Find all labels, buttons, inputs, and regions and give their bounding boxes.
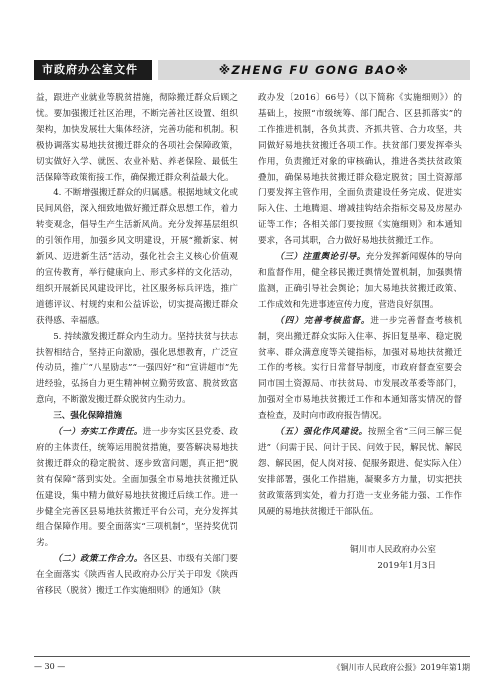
paragraph-subhead: （一）夯实工作责任。 — [53, 427, 143, 438]
paragraph-body: 各区县、市级有关部门要在全面落实《陕西省人民政府办公厅关于印发《陕西省移民（脱贫）搬迁工作实施细则》的通知》（陕 — [36, 554, 238, 597]
signature-date: 2019年1月3日 — [377, 561, 436, 572]
page-number: — 30 — — [34, 662, 66, 671]
paragraph-body: 按照全省“三问三解三促进”（问需于民、问计于民、问效于民，解民忧、解民怨、解民困，促人岗对接、促服务跟进、促实际入住）安排部署，强化工作措施，凝聚多方力量，切实把扶贫政策落到实处，着力打造一支业务能力强、工作作风硬的易地扶贫搬迁干部队伍。 — [258, 427, 462, 517]
journal-issue: 《铜川市人民政府公报》2019年第1期 — [332, 663, 470, 672]
paragraph-subhead: （五）强化作风建设。 — [275, 427, 368, 438]
paragraph — [258, 425, 462, 520]
paragraph — [258, 314, 462, 425]
page-header — [34, 60, 470, 80]
paragraph — [258, 250, 462, 314]
paragraph — [36, 552, 238, 600]
signature-organization: 铜川市人民政府办公室 — [350, 545, 436, 556]
paragraph-body: 充分发挥新闻媒体的导向和监督作用，健全移民搬迁舆情处置机制，加强舆情监测，正确引导社会舆论；加大易地扶贫搬迁政策、工作成效和先进事迹宣传力度，营造良好氛围。 — [258, 252, 462, 310]
paragraph: 政办发〔2016〕66号）（以下简称《实施细则》）的基础上，按照“市级统筹、部门配合、区县抓落实”的工作推进机制，各负其责、齐抓共管、合力攻坚，共同做好易地扶贫搬迁各项工作。扶贫部门要发挥牵头作用，负责搬迁对象的审核确认，推进各类扶贫政策叠加，确保易地扶贫搬迁群众稳定脱贫；国土资源部门要发挥主管作用，全面负责建设任务完成、促进实际入住、土地腾退、增减挂钩结余指标交易及房屋办证等工作；各相关部门要按照《实施细则》和本通知要求，各司其职，合力做好易地扶贫搬迁工作。 — [258, 93, 462, 247]
paragraph-body: 进一步夯实区县党委、政府的主体责任，统筹运用脱贫措施，要答解决易地扶贫搬迁群众的稳定脱贫、逐步致富问题，真正把“脱贫有保障”落到实处。全面加强全市易地扶贫搬迁队伍建设，集中精力做好易地扶贫搬迁后续工作。进一步健全完善区县易地扶贫搬迁平台公司，充分发挥其组合保障作用。要全面落实“三项机制”，坚持奖优罚劣。 — [36, 427, 238, 549]
page-footer — [34, 662, 470, 676]
right-column — [258, 91, 462, 574]
section-heading: 三、强化保障措施 — [53, 411, 122, 422]
paragraph-subhead: （四）完善考核监督。 — [275, 315, 371, 326]
paragraph-subhead: （二）政策工作合力。 — [53, 554, 143, 565]
left-column — [36, 91, 238, 600]
paragraph: 4. 不断增强搬迁群众的归属感。根据地域文化或民间风俗，深入细致地做好搬迁群众思想工作，着力转变观念，倡导生产生活新风尚。充分发挥基层组织的引领作用，加强乡风文明建设，开展“搬新家、树新风、迈进新生活”活动，强化社会主义核心价值观的宣传教育，举行健康向上、形式多样的文化活动，组织开展新民风建设评比，社区服务标兵评选，推广道德评议、村规约束和公益诉讼，切实提高搬迁群众获得感、幸福感。 — [36, 188, 238, 326]
paragraph: 5. 持续激发搬迁群众内生动力。坚持扶贫与扶志扶智相结合，坚持正向激励，强化思想教育，广泛宣传动员，推广“八星励志”“一强四好”和“宣讲超市”先进经验，弘扬自力更生精神树立勤劳致富、脱贫致富意向，不断激发搬迁群众脱贫内生动力。 — [36, 331, 238, 406]
paragraph: 益，跟进产业就业等脱贫措施，彻除搬迁群众后顾之忧。要加强搬迁社区治理，不断完善社区设置、组织架构，加快发展壮大集体经济，完善功能和机制。积极协调落实易地扶贫搬迁群众的各项社会保障政策，切实做好入学、就医、农业补贴、养老保险、最低生活保障等政策衔接工作，确保搬迁群众利益最大化。 — [36, 93, 238, 183]
paragraph — [36, 425, 238, 552]
signature-block — [258, 542, 462, 574]
paragraph-body: 进一步完善督查考核机制，突出搬迁群众实际入住率、拆旧复垦率、稳定脱贫率、群众满意度等关键指标，加强对易地扶贫搬迁工作的考核。实行日常督导制度，市政府督查室要会同市国土资源局、市扶贫局、市发展改革委等部门，加强对全市易地扶贫搬迁工作和本通知落实情况的督查检查，及时向市政府报告情况。 — [258, 315, 462, 422]
footer-divider — [34, 656, 470, 657]
header-journal-banner: ※ZHENG FU GONG BAO※ — [158, 60, 470, 80]
header-section-label: 市政府办公室文件 — [34, 60, 152, 80]
paragraph-subhead: （三）注重舆论引导。 — [275, 252, 366, 263]
